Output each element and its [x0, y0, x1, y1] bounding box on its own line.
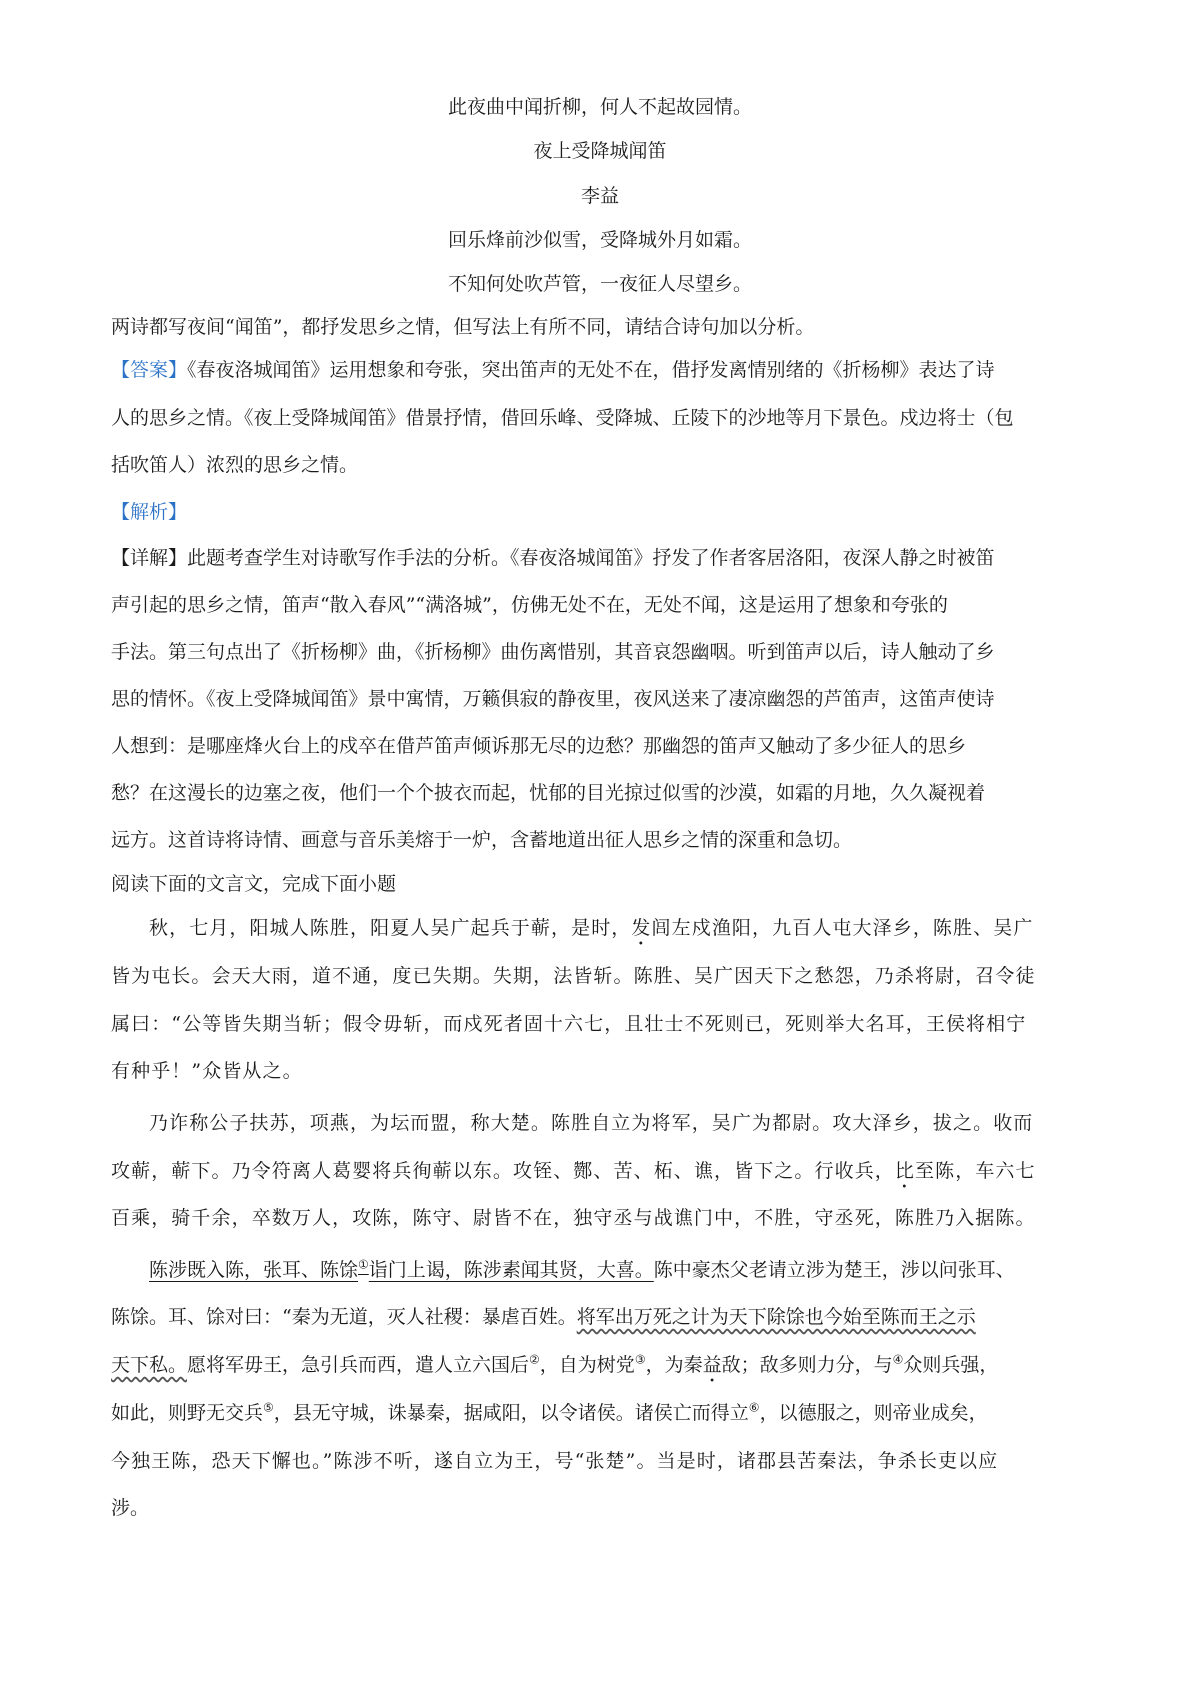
- answer-line-1: [111, 356, 995, 384]
- passage-p2-line3: 百乘，骑千余，卒数万人，攻陈，陈守、尉皆不在，独守丞与战谯门中，不胜，守丞死，陈胜乃入据陈。: [111, 1207, 1036, 1229]
- footnote-marker: ②: [529, 1352, 540, 1367]
- poem1-last-line: 此夜曲中闻折柳，何人不起故园情。: [447, 96, 752, 118]
- passage-text: ，为秦: [645, 1354, 703, 1376]
- passage-text: ，自为树党: [539, 1354, 635, 1376]
- answer-line-3: 括吹笛人）浓烈的思乡之情。: [111, 454, 359, 476]
- passage-text: 秋，七月，阳城人陈胜，阳夏人吴广起兵于蕲，是时，: [149, 917, 632, 939]
- analysis-line-4: 思的情怀。《夜上受降城闻笛》景中寓情，万籁俱寂的静夜里，夜风送来了凄凉幽怨的芦笛声，这笛声使诗: [111, 688, 995, 710]
- passage-text: 如此，则野无交兵: [111, 1402, 264, 1424]
- footnote-marker: ⑤: [263, 1400, 274, 1415]
- passage-text: 敌；敌多则力分，与: [721, 1354, 893, 1376]
- footnote-marker: ①: [358, 1257, 369, 1272]
- analysis-text-1: 此题考查学生对诗歌写作手法的分析。《春夜洛城闻笛》抒发了作者客居洛阳，夜深人静之时被笛: [187, 547, 995, 569]
- passage-p1-line2: 皆为屯长。会天大雨，道不通，度已失期。失期，法皆斩。陈胜、吴广因天下之愁怨，乃杀将尉，召令徒: [111, 965, 1036, 987]
- emphasized-char: 发: [631, 917, 652, 939]
- passage-p2-line1: 乃诈称公子扶苏，项燕，为坛而盟，称大楚。陈胜自立为将军，吴广为都尉。攻大泽乡，拔之。收而: [149, 1112, 1034, 1134]
- passage-text: 愿将军毋王，急引兵而西，遣人立六国后: [187, 1354, 530, 1376]
- underlined-sentence: 诣门上谒，陈涉素闻其贤，大喜。: [368, 1259, 654, 1281]
- passage-p3-line3: [111, 1351, 998, 1387]
- passage-p1-line4: 有种乎！”众皆从之。: [111, 1060, 303, 1082]
- detail-tag: 【详解】: [111, 547, 188, 569]
- analysis-line-6: 愁？在这漫长的边塞之夜，他们一个个披衣而起，忧郁的目光掠过似雪的沙漠，如霜的月地，久久凝视着: [111, 782, 986, 804]
- passage-text: 众则兵强，: [903, 1354, 999, 1376]
- analysis-line-7: 远方。这首诗将诗情、画意与音乐美熔于一炉，含蓄地道出征人思乡之情的深重和急切。: [111, 829, 853, 851]
- footnote-marker: ③: [634, 1352, 646, 1367]
- passage-p3-line5: 今独王陈，恐天下懈也。”陈涉不听，遂自立为王，号“张楚”。当是时，诸郡县苦秦法，争杀长吏以应: [111, 1450, 999, 1472]
- question-text: 两诗都写夜间“闻笛”，都抒发思乡之情，但写法上有所不同，请结合诗句加以分析。: [111, 316, 815, 338]
- passage-text: 陈馀。耳、馀对曰：“秦为无道，灭人社稷：暴虐百姓。: [111, 1306, 577, 1328]
- wavy-underlined-sentence: 将军出万死之计为天下除馀也今始至陈而王之示: [576, 1306, 976, 1328]
- footnote-marker: ④: [892, 1352, 904, 1367]
- answer-text-1: 《春夜洛城闻笛》运用想象和夸张，突出笛声的无处不在，借抒发离情别绪的《折杨柳》表达了诗: [187, 359, 995, 381]
- analysis-tag: 【解析】: [111, 501, 188, 523]
- poem2-title: 夜上受降城闻笛: [533, 140, 667, 162]
- poem2-line1: 回乐烽前沙似雪，受降城外月如霜。: [447, 229, 752, 251]
- analysis-line-2: 声引起的思乡之情，笛声“散入春风”“满洛城”，仿佛无处不在，无处不闻，这是运用了想象和夸张的: [111, 594, 948, 616]
- answer-tag: 【答案】: [111, 359, 188, 381]
- analysis-line-5: 人想到：是哪座烽火台上的戍卒在借芦笛声倾诉那无尽的边愁？那幽怨的笛声又触动了多少征人的思乡: [111, 735, 967, 757]
- passage-p1-line3: 属曰：“公等皆失期当斩；假令毋斩，而戍死者固十六七，且壮士不死则已，死则举大名耳，王侯将相宁: [111, 1013, 1027, 1035]
- passage-text: 攻蕲，蕲下。乃令符离人葛婴将兵徇蕲以东。攻铚、酂、苦、柘、谯，皆下之。行收兵，: [111, 1160, 895, 1182]
- underlined-sentence: 陈涉既入陈，张耳、陈馀: [149, 1259, 359, 1281]
- passage-p3-line6: 涉。: [111, 1497, 150, 1519]
- wavy-underlined-sentence: 天下私。: [111, 1354, 188, 1376]
- passage-p3-line1: [149, 1256, 1015, 1284]
- poem2-line2: 不知何处吹芦管，一夜征人尽望乡。: [447, 273, 752, 295]
- answer-line-2: 人的思乡之情。《夜上受降城闻笛》借景抒情，借回乐峰、受降城、丘陵下的沙地等月下景色。戍边将士（包: [111, 407, 1014, 429]
- emphasized-char: 益: [702, 1354, 722, 1376]
- passage-p2-line2: [111, 1157, 1036, 1193]
- analysis-line-1: [111, 544, 995, 572]
- reading-prompt: 阅读下面的文言文，完成下面小题: [111, 873, 397, 895]
- passage-text: 陈中豪杰父老请立涉为楚王，涉以问张耳、: [653, 1259, 1015, 1281]
- poem2-author: 李益: [580, 185, 619, 207]
- passage-p3-line2: [111, 1303, 976, 1331]
- emphasized-char: 比: [894, 1160, 916, 1182]
- passage-p3-line4: [111, 1399, 988, 1427]
- passage-text: 闾左戍渔阳，九百人屯大泽乡，陈胜、吴广: [651, 917, 1034, 939]
- analysis-line-3: 手法。第三句点出了《折杨柳》曲，《折杨柳》曲伤离惜别，其音哀怨幽咽。听到笛声以后，诗人触动了乡: [111, 641, 995, 663]
- passage-p1-line1: [149, 914, 1033, 950]
- passage-text: ，县无守城，诛暴秦，据咸阳，以令诸侯。诸侯亡而得立: [273, 1402, 749, 1424]
- passage-text: ，以德服之，则帝业成矣，: [759, 1402, 988, 1424]
- footnote-marker: ⑥: [748, 1400, 760, 1415]
- passage-text: 至陈，车六七: [915, 1160, 1036, 1182]
